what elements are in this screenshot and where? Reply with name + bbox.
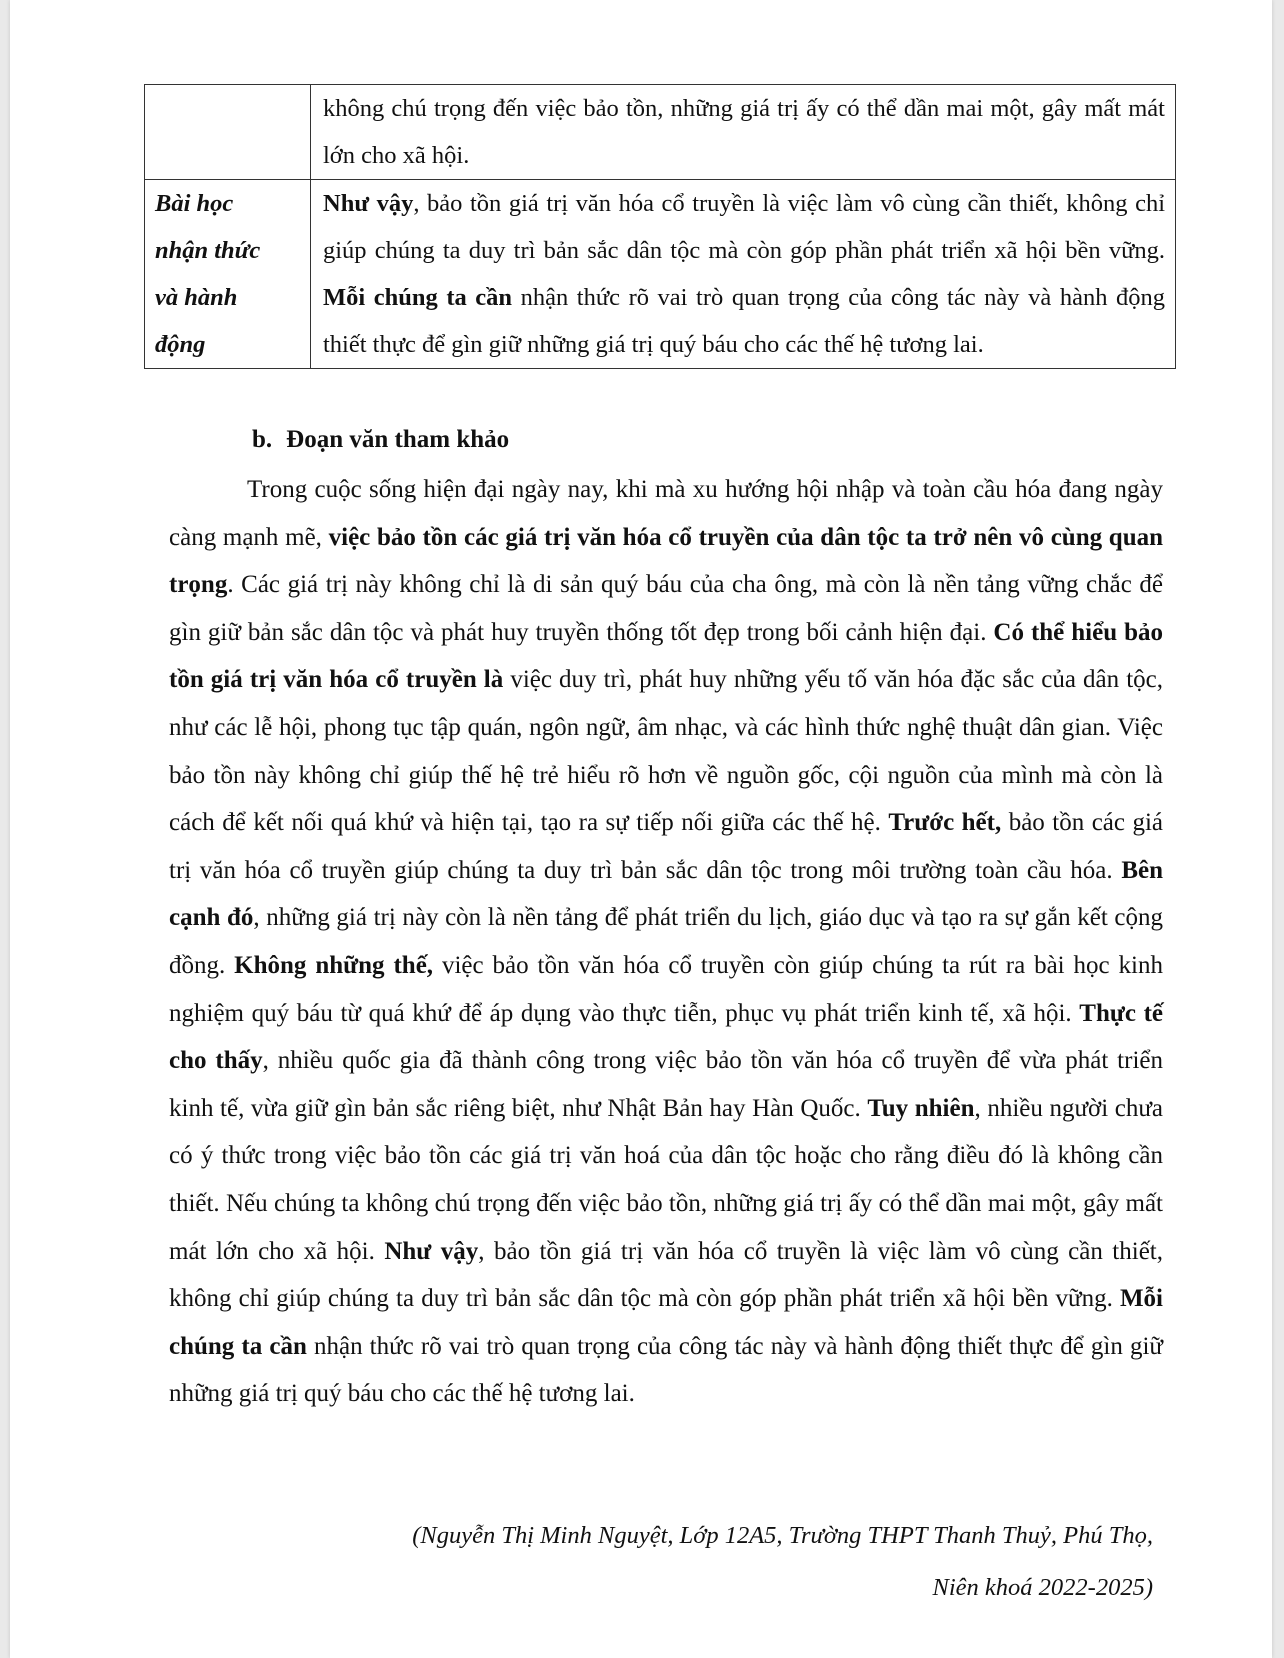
bold-phrase: Mỗi chúng ta cần: [169, 1285, 1163, 1360]
bold-phrase: Trước hết,: [888, 809, 1002, 837]
bold-phrase: Tuy nhiên: [867, 1094, 975, 1122]
bold-phrase: Như vậy: [384, 1237, 479, 1265]
text-run: , bảo tồn giá trị văn hóa cổ truyền là việc làm vô cùng cần thiết, không chỉ giúp chúng ta duy trì bản sắc dân tộc mà còn góp phần phát triển xã hội bền vững.: [323, 190, 1166, 264]
bold-phrase: Thực tế cho thấy: [169, 999, 1163, 1075]
reference-paragraph: [169, 466, 1163, 1418]
label-line: động: [155, 331, 206, 358]
section-marker: b.: [252, 426, 273, 453]
bold-phrase: Không những thế,: [234, 951, 434, 979]
text-run: việc bảo tồn văn hóa cổ truyền còn giúp chúng ta rút ra bài học kinh nghiệm quý báu từ quá khứ để áp dụng vào thực tiễn, phục vụ phát triển kinh tế, xã hội.: [169, 951, 1163, 1027]
outline-table: [144, 84, 1176, 369]
citation-line-2: Niên khoá 2022-2025): [932, 1574, 1153, 1601]
row-label-empty: [145, 85, 311, 180]
section-title: Đoạn văn tham khảo: [286, 426, 510, 453]
bold-phrase: Mỗi chúng ta cần: [323, 284, 513, 311]
text-run: , nhiều quốc gia đã thành công trong việc bảo tồn văn hóa cổ truyền để vừa phát triển kinh tế, vừa giữ gìn bản sắc riêng biệt, như Nhật Bản hay Hàn Quốc.: [169, 1047, 1163, 1122]
document-page: [10, 0, 1272, 1658]
text-run: nhận thức rõ vai trò quan trọng của công tác này và hành động thiết thực để gìn giữ những giá trị quý báu cho các thế hệ tương lai.: [323, 284, 1166, 358]
row-content-continuation: không chú trọng đến việc bảo tồn, những giá trị ấy có thể dần mai một, gây mất mát lớn cho xã hội.: [311, 85, 1176, 180]
text-run: Trong cuộc sống hiện đại ngày nay, khi mà xu hướng hội nhập và toàn cầu hóa đang ngày càng mạnh mẽ,: [169, 476, 1163, 551]
bold-phrase: Có thể hiểu bảo tồn giá trị văn hóa cổ truyền là: [169, 618, 1163, 694]
table-row-continuation: [145, 85, 1176, 180]
bold-phrase: Bên cạnh đó: [169, 856, 1163, 932]
bold-phrase: việc bảo tồn các giá trị văn hóa cổ truyền của dân tộc ta trở nên vô cùng quan trọng: [169, 523, 1164, 599]
table-row-lesson: [145, 180, 1176, 369]
label-line: Bài học: [155, 190, 234, 217]
text-run: , những giá trị này còn là nền tảng để phát triển du lịch, giáo dục và tạo ra sự gắn kết cộng đồng.: [169, 904, 1163, 979]
text-run: , nhiều người chưa có ý thức trong việc bảo tồn các giá trị văn hoá của dân tộc hoặc cho rằng điều đó là không cần thiết. Nếu chúng ta không chú trọng đến việc bảo tồn, những giá trị ấy có thể dần mai một, gây mất mát lớn cho xã hội.: [169, 1094, 1164, 1265]
row-content-lesson: [311, 180, 1176, 369]
citation-line-1: (Nguyễn Thị Minh Nguyệt, Lớp 12A5, Trường THPT Thanh Thuỷ, Phú Thọ,: [412, 1522, 1153, 1549]
citation: [253, 1510, 1153, 1614]
text-run: bảo tồn các giá trị văn hóa cổ truyền giúp chúng ta duy trì bản sắc dân tộc trong môi trường toàn cầu hóa.: [169, 809, 1163, 884]
text-run: , bảo tồn giá trị văn hóa cổ truyền là việc làm vô cùng cần thiết, không chỉ giúp chúng ta duy trì bản sắc dân tộc mà còn góp phần phát triển xã hội bền vững.: [169, 1237, 1163, 1313]
text-run: nhận thức rõ vai trò quan trọng của công tác này và hành động thiết thực để gìn giữ những giá trị quý báu cho các thế hệ tương lai.: [169, 1332, 1163, 1408]
text-run: việc duy trì, phát huy những yếu tố văn hóa đặc sắc của dân tộc, như các lễ hội, phong tục tập quán, ngôn ngữ, âm nhạc, và các hình thức nghệ thuật dân gian. Việc bảo tồn này không chỉ giúp thế hệ trẻ hiểu rõ hơn về nguồn gốc, cội nguồn của mình mà còn là cách để kết nối quá khứ và hiện tại, tạo ra sự tiếp nối giữa các thế hệ.: [169, 666, 1163, 837]
label-line: nhận thức: [155, 237, 261, 264]
label-line: và hành: [155, 284, 238, 311]
row-label-lesson: [145, 180, 311, 369]
text-run: . Các giá trị này không chỉ là di sản quý báu của cha ông, mà còn là nền tảng vững chắc để gìn giữ bản sắc dân tộc và phát huy truyền thống tốt đẹp trong bối cảnh hiện đại.: [169, 571, 1163, 646]
section-heading: [252, 420, 509, 460]
bold-phrase: Như vậy: [323, 190, 414, 217]
